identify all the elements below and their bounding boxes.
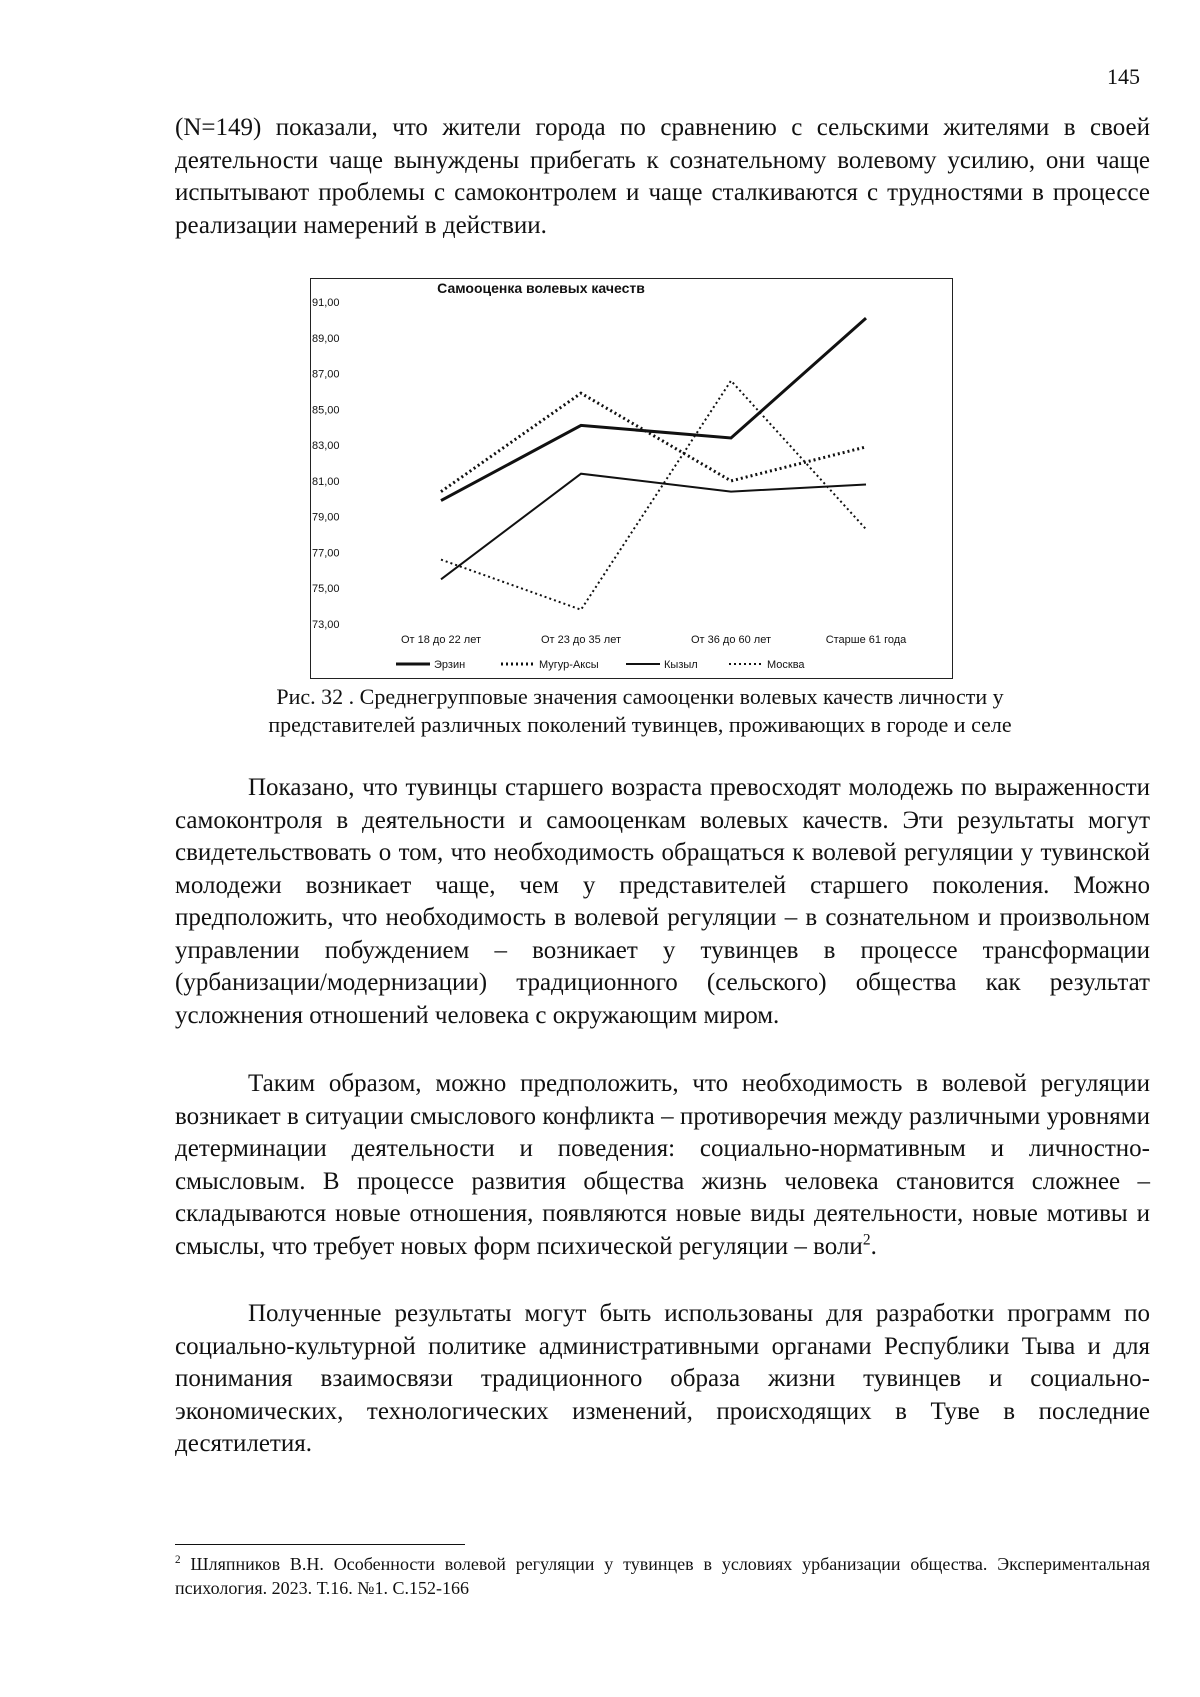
figure-caption: [210, 683, 1070, 739]
chart-figure: [310, 278, 953, 679]
chart-title: Самооценка волевых качеств: [437, 280, 645, 296]
y-tick-label: 87,00: [312, 368, 340, 381]
figure-caption-line-2: представителей различных поколений тувинцев, проживающих в городе и селе: [268, 712, 1012, 737]
y-tick-label: 81,00: [312, 475, 340, 488]
body-paragraph-2: [175, 1068, 1150, 1263]
x-tick-label: Старше 61 года: [825, 634, 907, 646]
y-tick-label: 91,00: [312, 297, 340, 309]
y-tick-label: 75,00: [312, 583, 340, 596]
figure-caption-line-1: Рис. 32 . Среднегрупповые значения самооценки волевых качеств личности у: [276, 684, 1004, 709]
x-tick-label: От 18 до 22 лет: [400, 634, 482, 646]
y-tick-label: 89,00: [312, 332, 340, 345]
series-line-3: [441, 474, 866, 580]
body-paragraph-1: Показано, что тувинцы старшего возраста превосходят молодежь по выраженности самоконтроля в деятельности и самооценкам волевых качеств. Эти результаты могут свидетельствовать о том, что необходимость обращаться к волевой регуляции у тувинской молодежи возникает чаще, чем у представителей старшего поколения. Можно предположить, что необходимость в волевой регуляции – в сознательном и произвольном управлении побуждением – возникает у тувинцев в процессе трансформации (урбанизации/модернизации) традиционного (сельского) общества как результат усложнения отношений человека с окружающим миром.: [175, 774, 1150, 1029]
page-number: 145: [1107, 64, 1140, 89]
y-tick-label: 85,00: [312, 404, 340, 417]
y-tick-label: 79,00: [312, 511, 340, 524]
footnote-reference[interactable]: 2: [862, 1231, 871, 1249]
intro-paragraph: (N=149) показали, что жители города по сравнению с сельскими жителями в своей деятельности чаще вынуждены прибегать к сознательному волевому усилию, они чаще испытывают проблемы с самоконтролем и чаще сталкиваются с трудностями в процессе реализации намерений в действии.: [175, 114, 1150, 239]
footnote-divider: [175, 1544, 465, 1545]
series-line-4: [441, 381, 866, 610]
chart-svg: [311, 279, 951, 677]
y-tick-label: 77,00: [312, 547, 340, 560]
x-tick-label: От 36 до 60 лет: [690, 634, 772, 646]
body-paragraph-3: Полученные результаты могут быть использованы для разработки программ по социально-культурной политике административными органами Республики Тыва и для понимания взаимосвязи традиционного образа жизни тувинцев и социально-экономических, технологических изменений, происходящих в Туве в последние десятилетия.: [175, 1300, 1150, 1457]
footnote-mark: 2: [175, 1554, 181, 1566]
y-tick-label: 73,00: [312, 619, 340, 631]
legend-label-2: Мугур-Аксы: [539, 659, 599, 671]
footnote: [175, 1552, 1150, 1600]
legend-label-3: Кызыл: [664, 659, 698, 671]
footnote-text: Шляпников В.Н. Особенности волевой регуляции у тувинцев в условиях урбанизации общества. Экспериментальная психология. 2023. Т.16. №1. С.152-166: [175, 1554, 1150, 1598]
body-paragraph-2-text: Таким образом, можно предположить, что необходимость в волевой регуляции возникает в ситуации смыслового конфликта – противоречия между различными уровнями детерминации деятельности и поведения: социально-нормативным и личностно-смысловым. В процессе развития общества жизнь человека становится сложнее – складываются новые отношения, появляются новые виды деятельности, новые мотивы и смыслы, что требует новых форм психической регуляции – воли: [175, 1070, 1150, 1260]
legend-label-1: Эрзин: [434, 659, 466, 671]
body-paragraph-2-end: .: [870, 1232, 877, 1260]
x-tick-label: От 23 до 35 лет: [540, 634, 622, 646]
series-line-2: [441, 393, 866, 491]
series-line-1: [441, 318, 866, 501]
legend-label-4: Москва: [767, 659, 805, 671]
y-tick-label: 83,00: [312, 440, 340, 453]
